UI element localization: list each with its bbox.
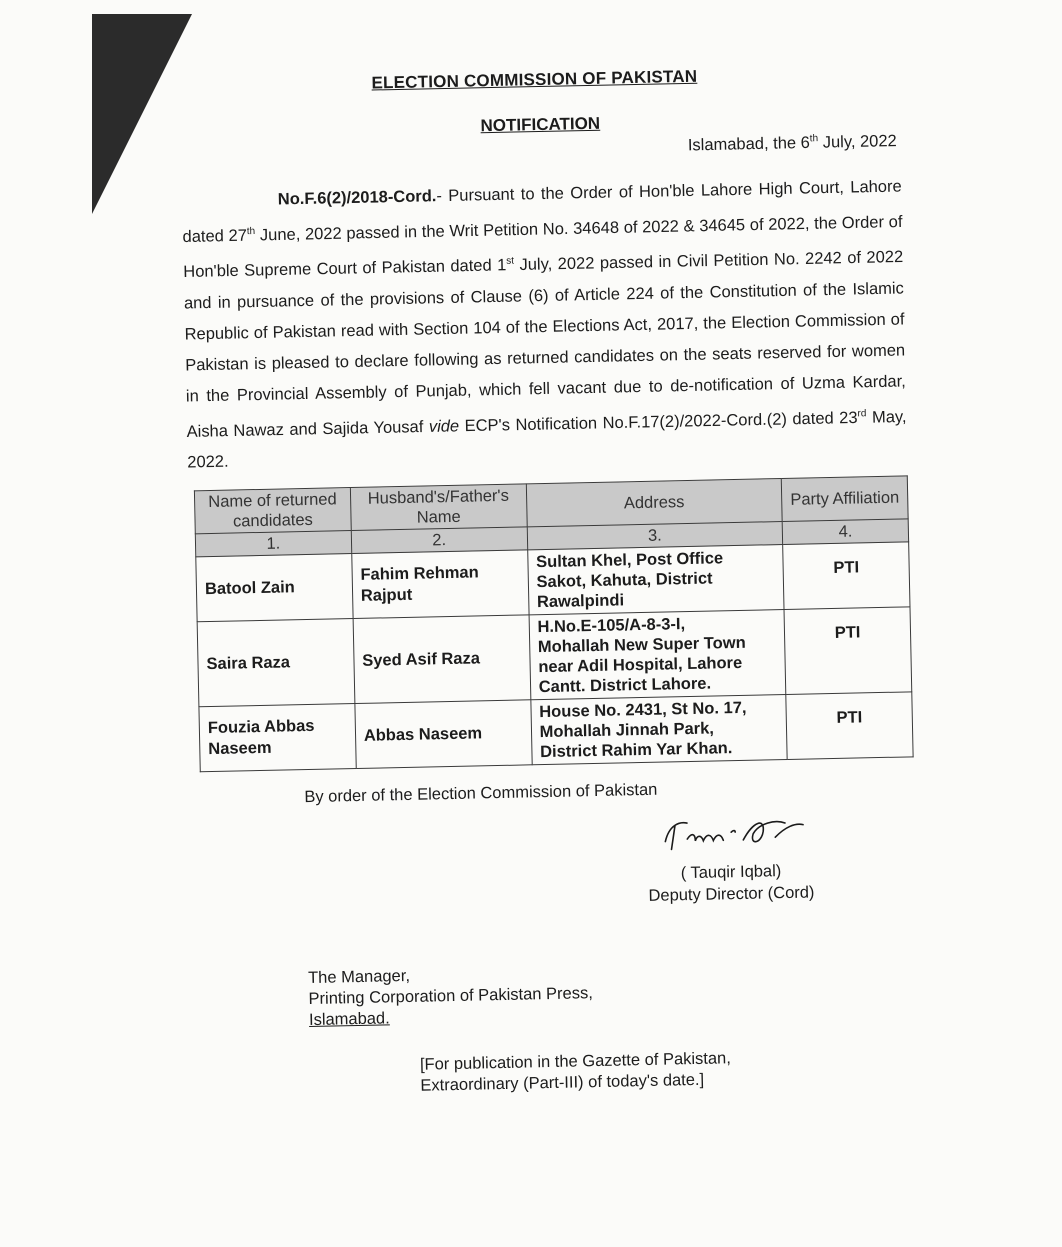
signatory-title: Deputy Director (Cord): [648, 883, 815, 905]
col-header-address: Address: [526, 479, 782, 527]
col-number: 3.: [527, 522, 783, 550]
relation-name: Syed Asif Raza: [353, 615, 531, 704]
candidate-name: Saira Raza: [197, 619, 355, 707]
notification-document: [179, 62, 920, 1101]
order-line: By order of the Election Commission of Pakistan: [304, 780, 658, 807]
table-row: [197, 607, 912, 707]
party-affiliation: PTI: [786, 692, 913, 760]
col-number: 1.: [195, 531, 351, 557]
candidate-name: Batool Zain: [196, 554, 353, 622]
col-header-relation: Husband's/Father's Name: [350, 484, 527, 531]
publication-note: [For publication in the Gazette of Pakistan, Extraordinary (Part-III) of today's date.]: [419, 1049, 732, 1095]
col-header-party: Party Affiliation: [781, 476, 908, 522]
signatory-name: ( Tauqir Iqbal): [680, 862, 782, 883]
col-number: 2.: [351, 527, 527, 554]
notification-paragraph: No.F.6(2)/2018-Cord.- Pursuant to the Order of Hon'ble Lahore High Court, Lahore dated 27th June, 2022 passed in the Writ Petition No. 34648 of 2022 & 34645 of 2022, the Order of Hon'ble Supreme Court of Pakistan dated 1st July, 2022 passed in Civil Petition No. 2242 of 2022 and in pursuance of the provisions of Clause (6) of Article 224 of the Constitution of the Islamic Republic of Pakistan read with Section 104 of the Elections Act, 2017, the Election Commission of Pakistan is pleased to declare following as returned candidates on the seats reserved for women in the Provincial Assembly of Punjab, which fell vacant due to de-notification of Uzma Kardar, Aisha Nawaz and Sajida Yousaf vide ECP's Notification No.F.17(2)/2022-Cord.(2) dated 23rd May, 2022.: [182, 176, 907, 472]
relation-name: Abbas Naseem: [355, 700, 532, 769]
reference-number: No.F.6(2)/2018-Cord.: [277, 186, 437, 209]
party-affiliation: PTI: [783, 542, 910, 610]
candidate-address: Sultan Khel, Post Office Sakot, Kahuta, District Rawalpindi: [527, 545, 784, 615]
notification-heading: NOTIFICATION: [480, 113, 601, 136]
dateline: Islamabad, the 6th July, 2022: [687, 132, 897, 155]
party-affiliation: PTI: [784, 607, 912, 695]
col-number: 4.: [782, 519, 908, 545]
candidate-address: House No. 2431, St No. 17, Mohallah Jinnah Park, District Rahim Yar Khan.: [531, 694, 788, 764]
organization-heading: ELECTION COMMISSION OF PAKISTAN: [371, 66, 698, 93]
signatory-block: [616, 859, 847, 908]
scan-shadow-corner: [92, 14, 192, 214]
table-row: [199, 692, 913, 772]
relation-name: Fahim Rehman Rajput: [352, 550, 529, 619]
candidate-name: Fouzia Abbas Naseem: [199, 704, 356, 772]
returned-candidates-table: [194, 475, 914, 772]
col-header-name: Name of returned candidates: [194, 488, 351, 534]
recipient-address: The Manager, Printing Corporation of Pakistan Press, Islamabad.: [307, 966, 594, 1030]
candidate-address: H.No.E-105/A-8-3-I, Mohallah New Super Town near Adil Hospital, Lahore Cantt. District Lahore.: [529, 609, 786, 699]
signature: [635, 808, 856, 859]
